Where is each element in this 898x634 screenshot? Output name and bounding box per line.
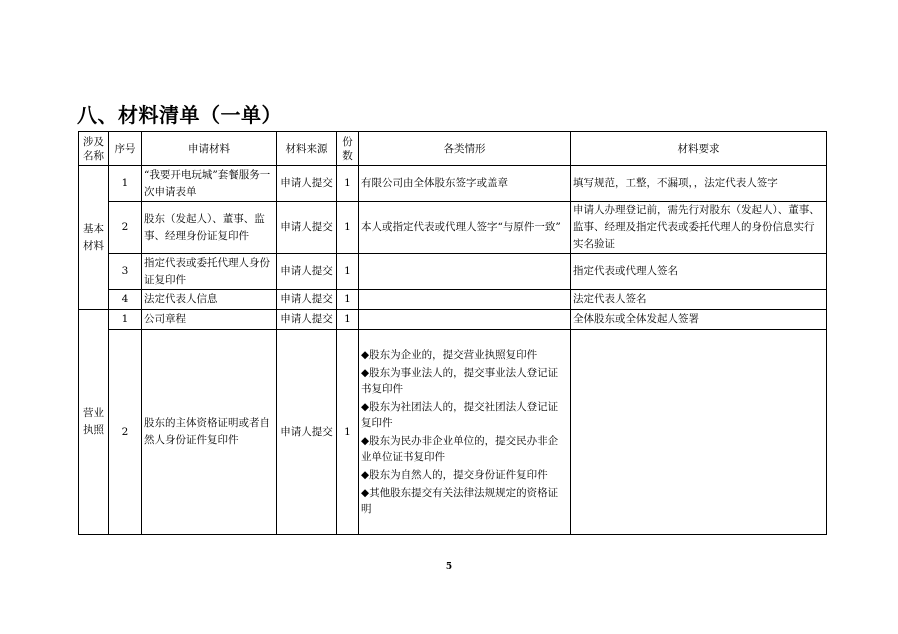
row-situation: 有限公司由全体股东签字或盖章 (359, 166, 571, 202)
row-copies: 1 (337, 290, 359, 310)
section-heading: 八、材料清单（一单） (77, 103, 282, 127)
table-row (79, 290, 827, 310)
row-source: 申请人提交 (277, 254, 337, 290)
row-copies: 1 (337, 202, 359, 254)
row-no: 2 (109, 202, 142, 254)
row-requirement: 填写规范，工整，不漏项，，法定代表人签字 (571, 166, 827, 202)
header-category: 涉及名称 (79, 132, 109, 166)
row-requirement: 申请人办理登记前，需先行对股东（发起人）、董事、监事、经理及指定代表或委托代理人的身份信息实行实名验证 (571, 202, 827, 254)
materials-table (78, 131, 827, 535)
row-situation (359, 310, 571, 330)
situation-item: ◆股东为自然人的，提交身份证件复印件 (361, 469, 548, 481)
header-material: 申请材料 (142, 132, 277, 166)
table-row (79, 166, 827, 202)
group-name-license: 营业执照 (79, 310, 109, 535)
row-no: 3 (109, 254, 142, 290)
row-situation (359, 254, 571, 290)
row-material: “我要开电玩城”套餐服务一次申请表单 (142, 166, 277, 202)
row-copies: 1 (337, 330, 359, 535)
row-material: 股东的主体资格证明或者自然人身份证件复印件 (142, 330, 277, 535)
table-header-row (79, 132, 827, 166)
row-situation (359, 290, 571, 310)
table-row (79, 330, 827, 535)
row-requirement: 指定代表或代理人签名 (571, 254, 827, 290)
row-no: 2 (109, 330, 142, 535)
row-requirement: 法定代表人签名 (571, 290, 827, 310)
situation-item: ◆股东为事业法人的，提交事业法人登记证书复印件 (361, 367, 559, 395)
row-situation: 本人或指定代表或代理人签字“与原件一致” (359, 202, 571, 254)
situation-item: ◆股东为民办非企业单位的，提交民办非企业单位证书复印件 (361, 435, 559, 463)
page-number: 5 (445, 562, 453, 572)
row-copies: 1 (337, 254, 359, 290)
row-source: 申请人提交 (277, 290, 337, 310)
row-material: 法定代表人信息 (142, 290, 277, 310)
row-requirement (571, 330, 827, 535)
header-copies: 份数 (337, 132, 359, 166)
header-requirement: 材料要求 (571, 132, 827, 166)
row-material: 股东（发起人）、董事、监事、经理身份证复印件 (142, 202, 277, 254)
table-row (79, 202, 827, 254)
row-no: 4 (109, 290, 142, 310)
row-no: 1 (109, 310, 142, 330)
header-source: 材料来源 (277, 132, 337, 166)
row-material: 指定代表或委托代理人身份证复印件 (142, 254, 277, 290)
situation-item: ◆股东为企业的，提交营业执照复印件 (361, 349, 538, 361)
row-copies: 1 (337, 166, 359, 202)
situation-item: ◆股东为社团法人的，提交社团法人登记证复印件 (361, 401, 559, 429)
row-material: 公司章程 (142, 310, 277, 330)
row-copies: 1 (337, 310, 359, 330)
row-source: 申请人提交 (277, 330, 337, 535)
situation-item: ◆其他股东提交有关法律法规规定的资格证明 (361, 487, 559, 515)
row-source: 申请人提交 (277, 202, 337, 254)
row-situation (359, 330, 571, 535)
header-seq: 序号 (109, 132, 142, 166)
table-row (79, 254, 827, 290)
row-requirement: 全体股东或全体发起人签署 (571, 310, 827, 330)
table-row (79, 310, 827, 330)
row-source: 申请人提交 (277, 310, 337, 330)
header-situation: 各类情形 (359, 132, 571, 166)
row-no: 1 (109, 166, 142, 202)
row-source: 申请人提交 (277, 166, 337, 202)
group-name-basic: 基本材料 (79, 166, 109, 310)
